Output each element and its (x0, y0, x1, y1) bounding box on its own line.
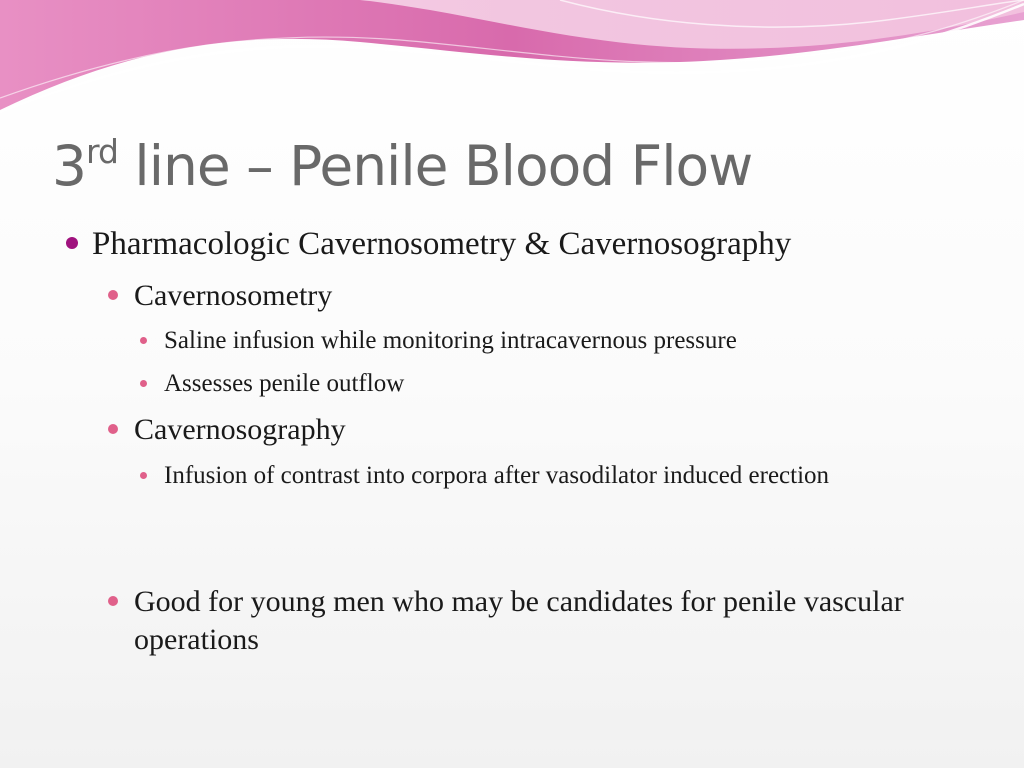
bullet-text: Infusion of contrast into corpora after vasodilator induced erection (164, 462, 830, 489)
bullet-level1-item (92, 224, 992, 264)
bullet-level3-item (164, 323, 984, 359)
bullet-dot-icon (140, 337, 147, 344)
bullet-text: Cavernosometry (134, 279, 333, 312)
title-text: line – Penile Blood Flow (117, 134, 753, 198)
bullet-level3-item (164, 366, 984, 402)
bullet-dot-icon (108, 596, 118, 606)
bullet-level2-item (134, 411, 984, 449)
bullet-level2-item (134, 583, 954, 659)
bullet-dot-icon (66, 237, 78, 249)
bullet-text: Good for young men who may be candidates for penile vascular operations (134, 585, 904, 656)
bullet-dot-icon (140, 380, 147, 387)
bullet-text: Saline infusion while monitoring intracavernous pressure (164, 327, 737, 354)
bullet-level3-item (164, 458, 924, 494)
bullet-text: Cavernosography (134, 413, 346, 446)
title-ordinal-suffix: rd (86, 132, 118, 171)
title-number: 3 (52, 134, 86, 198)
bullet-dot-icon (108, 424, 118, 434)
bullet-dot-icon (140, 472, 147, 479)
bullet-level2-item (134, 277, 984, 315)
bullet-dot-icon (108, 290, 118, 300)
bullet-text: Assesses penile outflow (164, 370, 405, 397)
bullet-text: Pharmacologic Cavernosometry & Cavernosography (92, 226, 792, 262)
